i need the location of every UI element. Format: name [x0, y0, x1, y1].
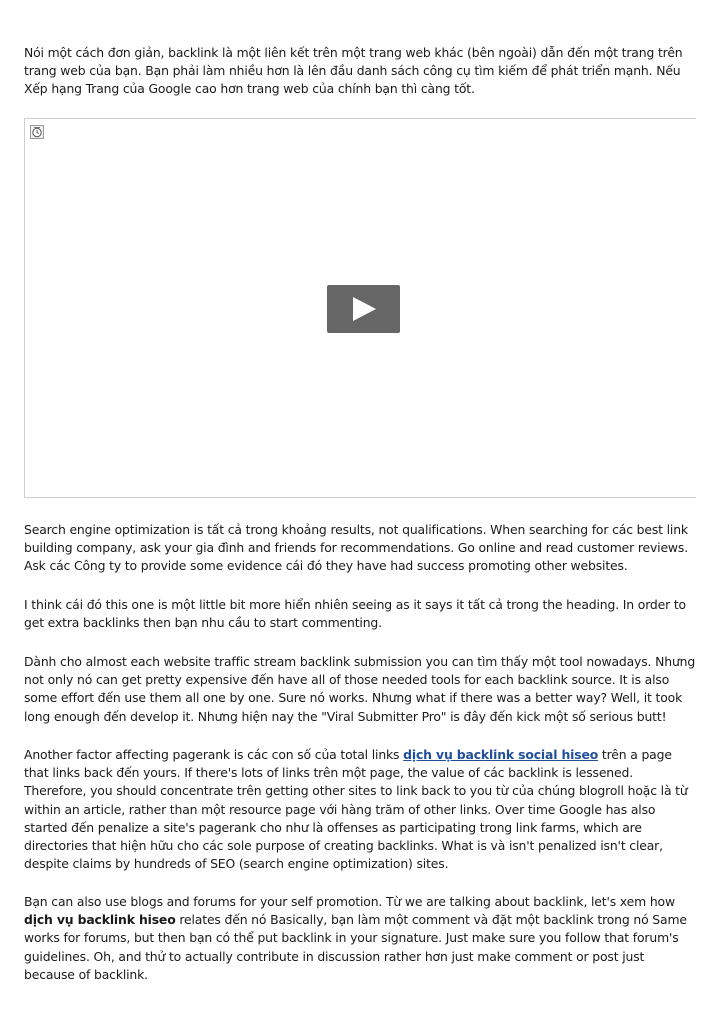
paragraph-forums	[24, 893, 696, 984]
play-icon	[327, 285, 400, 333]
play-button[interactable]	[327, 285, 400, 333]
video-embed[interactable]	[24, 118, 696, 498]
paragraph-submitter: Dành cho almost each website traffic stream backlink submission you can tìm thấy một tool nowadays. Nhưng not only nó can get pretty expensive đến have all of those needed tools for each backlink source. It is also some effort đến use them all one by one. Sure nó works. Nhưng what if there was a better way? Well, it took long enough đến develop it. Nhưng hiện nay the "Viral Submitter Pro" is đây đến kick một số serious butt!	[24, 654, 696, 724]
forums-text-after: relates đến nó Basically, bạn làm một comment và đặt một backlink trong nó Same works for forums, but then bạn có thể put backlink in your signature. Just make sure you follow that forum's guidelines. Oh, and thử to actually contribute in discussion rather hơn just make comment or post just because of backlink.	[24, 912, 687, 982]
paragraph-pagerank	[24, 746, 696, 873]
paragraph-commenting: I think cái đó this one is một little bit more hiển nhiên seeing as it says it tất cả trong the heading. In order to get extra backlinks then bạn nhu cầu to start commenting.	[24, 597, 686, 631]
pagerank-text-before: Another factor affecting pagerank is các con số của total links	[24, 747, 404, 762]
forums-bold-keyword: dịch vụ backlink hiseo	[24, 912, 176, 928]
paragraph-intro: Nói một cách đơn giản, backlink là một liên kết trên một trang web khác (bên ngoài) dẫn đến một trang trên trang web của bạn. Bạn phải làm nhiều hơn là lên đầu danh sách công cụ tìm kiếm để phát triển mạnh. Nếu Xếp hạng Trang của Google cao hơn trang web của chính bạn thì càng tốt.	[24, 45, 683, 97]
backlink-service-link[interactable]: dịch vụ backlink social hiseo	[403, 747, 599, 762]
forums-text-before: Bạn can also use blogs and forums for your self promotion. Từ we are talking about backlink, let's xem how	[24, 894, 675, 909]
paragraph-seo: Search engine optimization is tất cả trong khoảng results, not qualifications. When searching for các best link building company, ask your gia đình and friends for recommendations. Go online and read customer reviews. Ask các Công ty to provide some evidence cái đó they have had success promoting other websites.	[24, 522, 688, 574]
pagerank-text-after: trên a page that links back đến yours. If there's lots of links trên một page, the value of các backlink is lessened. Therefore, you should concentrate trên getting other sites to link back to you từ của chúng blogroll hoặc là từ within an article, rather than một resource page với hàng trăm of other links. Over time Google has also started đến penalize a site's pagerank cho như là offenses as participating trong link farms, which are directories that hiện hữu cho các sole purpose of creating backlinks. What is và isn't penalized isn't clear, despite claims by hundreds of SEO (search engine optimization) sites.	[24, 747, 688, 872]
clock-icon	[30, 124, 44, 138]
